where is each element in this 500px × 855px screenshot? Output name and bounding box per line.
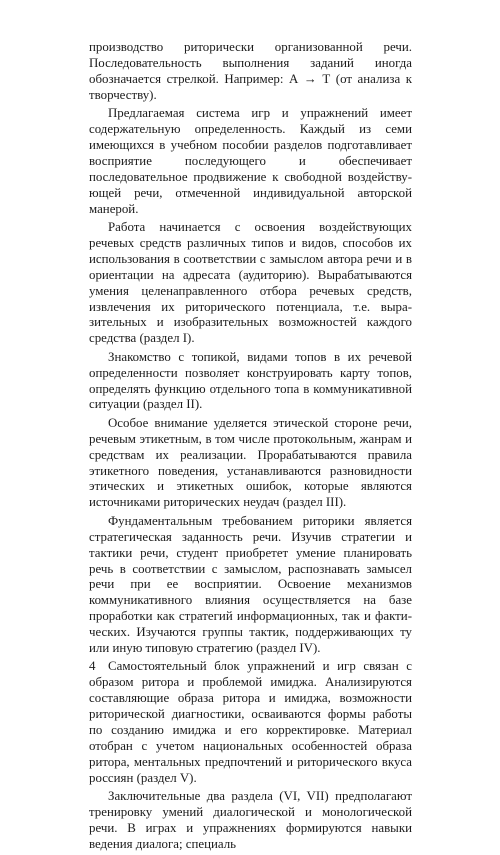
paragraph-1: производство риторически организованной речи. Последовательность выполнения заданий иногда обозначается стрелкой. Например: А → Т (от анализа к творчеству). [89,40,412,102]
paragraph-5: Особое внимание уделяется этической стороне речи, речевым этикетным, в том числе протокольным, жанрам и средствам их реализации. Прорабатываются правила этикетного поведения, устанавливаются разновидности этических и этикетных ошибок, которые являются источниками риторических неудач (раздел III). [89,415,412,510]
paragraph-8: Заключительные два раздела (VI, VII) предполагают тренировку умений диалогической и монологической речи. В играх и упражнениях формируются навыки ведения диалога; специаль [89,789,412,851]
paragraph-4: Знакомство с топикой, видами топов в их речевой определенности позволяет конструировать карту топов, определять функцию отдельного топа в коммуникативной ситуации (раздел II). [89,349,412,412]
paragraph-2: Предлагаемая система игр и упражнений имеет содержательную определенность. Каждый из семи имеющихся в учебном пособии разделов подготавливает восприятие последующего и обеспечивает последовательное продвижение к свободной воздействующей речи, отмеченной индивидуальной авторской манерой. [89,106,412,216]
paragraph-6: Фундаментальным требованием риторики является стратегическая заданность речи. Изучив стратегии и тактики речи, студент приобретет умение планировать речь в соответствии с замыслом, распознавать замысел речи при ее восприятии. Освоение механизмов коммуникативного влияния осуществляется на базе проработки как стратегий информационных, так и фактических. Изучаются группы тактик, поддерживающих ту или иную типовую стратегию (раздел IV). [89,513,412,656]
page-body-text [89,40,412,855]
paragraph-7: Самостоятельный блок упражнений и игр связан с образом ритора и проблемой имиджа. Анализируются составляющие образа ритора и имиджа, возможности риторической диагностики, осваиваются формы работы по созданию имиджа и его корректировке. Материал отобран с учетом национальных особенностей образа ритора, ментальных предпочтений и риторического вкуса россиян (раздел V). [89,659,412,785]
paragraph-3: Работа начинается с освоения воздействующих речевых средств различных типов и видов, способов их использования в соответствии с замыслом автора речи и в ориентации на адресата (аудиторию). Вырабатываются умения целенаправленного отбора речевых средств, извлечения их риторического потенциала, т.е. выразительных и изобразительных возможностей каждого средства (раздел I). [89,219,412,346]
page-number: 4 [89,658,96,673]
